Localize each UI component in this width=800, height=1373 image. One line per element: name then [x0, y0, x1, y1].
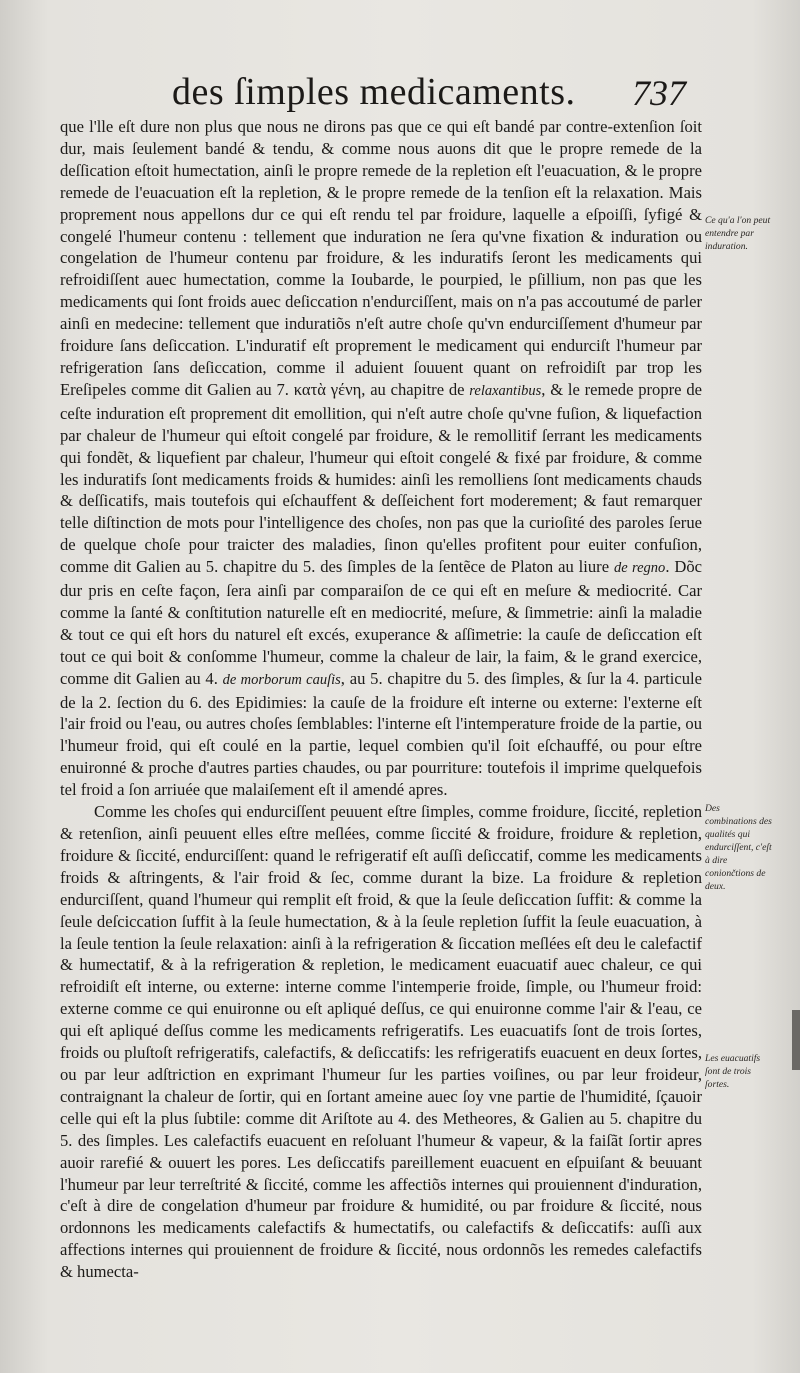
paragraph-text: , au 5. chapitre du 5. des ſimples, & ſur la 4. particule de la 2. ſection du 6. des Epidimies: la cauſe de la froidure eſt interne ou externe: l'externe eſt l'air froid ou l'eau, ou autres choſes ſemblables: l'interne eſt l'intemperature froide de la partie, ou l'humeur froid, qui eſt coulé en la partie, lequel combien qu'il ſoit eſchauffé, ou pour eſtre enuironné & proche d'autres parties chaudes, ou par pourriture: toutefois il imprime quelquefois tel froid a ſon arriuée que malaiſement eſt il amendé apres. [60, 668, 702, 800]
page-number: 737 [632, 73, 686, 113]
paragraph-text: . Dõc dur pris en ceſte façon, ſera ainſi par comparaiſon de ce qui eſt en meſure & mediocrité. Car comme la ſanté & conſtitution naturelle eſt en mediocrité, meſure, & ſimmetrie: ainſi la maladie & tout ce qui eſt hors du naturel eſt excés, exuperance & aſſimetrie: la cauſe de deſiccation eſt tout ce qui boit & conſomme l'humeur, comme la chaleur de lair, la faim, & le grand exercice, comme dit Galien au 4. [60, 557, 702, 688]
greek-term: κατὰ γένη [293, 379, 362, 399]
paragraph [60, 116, 702, 801]
paragraph-text: , & le remede propre de ceſte induration eſt proprement dit emollition, qui n'eſt autre choſe qu'vne fuſion, & liquefaction par chaleur de l'humeur qui eſtoit congelé par froidure, & le remollitif ſerrant les medicaments qui fondẽt, & liquefient par chaleur, l'humeur qui eſtoit congelé & fixé par froidure, & comme les induratifs ſont medicaments froids & humides: ainſi les remolliens ſont medicaments chauds & deſſicatifs, mais toutefois qui eſchauffent & deſſeichent fort moderement; & faut remarquer telle diſtinction de mots pour l'intelligence des choſes, non pas que la curioſité des paroles ſerue de quelque choſe pour traicter des maladies, ſinon qu'elles profitent pour euiter confuſion, comme dit Galien au 5. chapitre du 5. des ſimples de la ſentẽce de Platon au liure [60, 379, 702, 577]
latin-term: de morborum cauſis [222, 671, 341, 688]
margin-note: Les euacuatifs ſont de trois ſortes. [705, 1053, 761, 1090]
running-title: des ſimples medicaments. [172, 71, 576, 113]
margin-note: Ce qu'a l'on peut entendre par induration. [705, 215, 771, 252]
latin-term: de regno [613, 560, 666, 577]
page-header [0, 70, 800, 116]
paragraph-text: Comme les choſes qui endurciſſent peuuent eſtre ſimples, comme froidure, ſiccité, repletion & retenſion, ainſi peuuent elles eſtre meſlées, comme ſiccité & froidure, froidure & repletion, froidure & ſiccité, endurciſſent: quand le refrigeratif eſt auſſi deſiccatif, comme les medicaments froids & aſtringents, & l'air froid & ſec, comme durant la bize. La froidure & repletion endurciſſent, quand l'humeur qui remplit eſt froid, & que la ſeule deſiccation ſuffit: & comme la ſeule deſciccation ſuffit à la ſeule humectation, & à la ſeule repletion ſuffit la ſeule euacuation, à la ſeule tention la ſeule relaxation: ainſi à la refrigeration & ſiccation meſlées eſt deu le calefactif & humectatif, & à la refrigeration & repletion, le medicament euacuatif auec chaleur, ce qui refroidiſt eſt interne, ou externe: interne comme l'intemperie froide, ſimple, ou l'humeur froid: externe comme ce qui enuironne ou eſt apliqué deſſus, ce qui enuironne comme l'air & l'eau, ce qui eſt apliqué deſſus comme les medicaments refrigeratifs. Les euacuatifs ſont de trois ſortes, froids ou pluſtoſt refrigeratifs, calefactifs, & deſiccatifs: les refrigeratifs euacuent en deux ſortes, ou par leur adſtriction en exprimant l'humeur ſur les parties voiſines, ou par leur froideur, contraignant la chaleur de ſortir, qui en ſortant ameine auec ſoy vne partie de l'humidité, ſçauoir celle qui eſt la plus ſubtile: comme dit Ariſtote au 4. des Metheores, & Galien au 5. chapitre du 5. des ſimples. Les calefactifs euacuent en reſoluant l'humeur & vapeur, & la faiſãt ſortir apres auoir rarefié & ouuert les pores. Les deſiccatifs pareillement euacuent en eſpuiſant & beuuant l'humeur par leur terreſtrité & ſiccité, comme les affectiõs internes qui prouiennent d'induration, c'eſt à dire de congelation d'humeur par froidure & humidité, ou par froidure & ſiccité, nous ordonnons les medicaments calefactifs & humectatifs, ou calefactifs & deſiccatifs: auſſi aux affections internes qui prouiennent de froidure & ſiccité, nous ordonnõs les remedes calefactifs & humecta- [60, 802, 702, 1282]
paragraph-text: , au chapitre de [361, 379, 470, 399]
paragraph [60, 801, 702, 1283]
page-edge-shadow [792, 1010, 800, 1070]
margin-note: Des combinations des qualités qui endurciſſent, c'eſt à dire coniončtions de deux. [705, 803, 772, 892]
main-text [60, 116, 702, 1283]
paragraph-text: que l'lle eſt dure non plus que nous ne dirons pas que ce qui eſt bandé par contre-extenſion ſoit dur, mais ſeulement bandé & tendu, & comme nous auons dit que le propre remede de la deſſication eſtoit humectation, ainſi le propre remede de la repletion eſt l'euacuation, & le propre remede de l'euacuation eſt la repletion, & le propre remede de la tenſion eſt la relaxation. Mais proprement nous appellons dur ce qui eſt rendu tel par froidure, laquelle a eſpoiſſi, ſyfigé & congelé l'humeur contenu : tellement que induration ne ſera qu'vne fixation & induration ou congelation de l'humeur contenu par froidure, & les induratifs ſeront les medicaments qui refroidiſſent auec humectation, comme la Ioubarde, le pourpied, le pſillium, non pas que les medicaments qui ſont froids auec deſiccation n'endurciſſent, mais on n'a pas accoutumé de parler ainſi en medecine: tellement que induratiõs n'eſt autre choſe qu'vn endurciſſement d'humeur par froidure ſans deſiccation. L'induratif eſt proprement le medicament qui endurciſt l'humeur par refrigeration ſans deſiccation, comme il aduient ſouuent quant on refroidiſt par trop les Ereſipeles comme dit Galien au 7. [60, 117, 702, 399]
latin-term: relaxantibus [469, 382, 542, 399]
